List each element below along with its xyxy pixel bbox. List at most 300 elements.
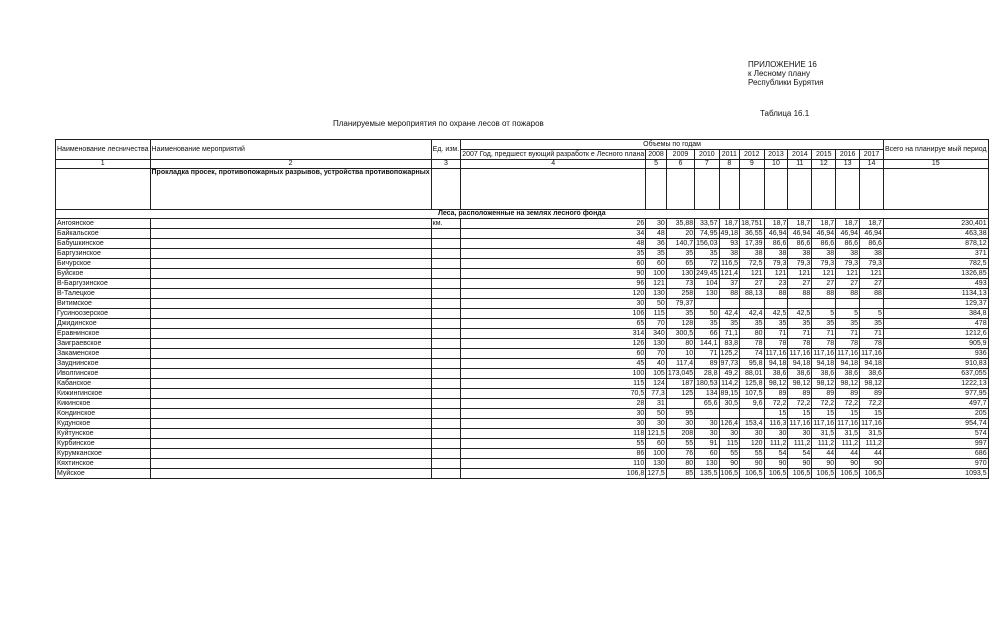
value-cell: 71: [860, 329, 884, 339]
value-cell: 89: [695, 359, 719, 369]
header-total: Всего на планируе мый период: [883, 140, 988, 160]
value-cell: 121: [788, 269, 812, 279]
section-row: [56, 169, 989, 210]
value-cell: 104: [695, 279, 719, 289]
value-cell: 38: [836, 249, 860, 259]
table-row: [56, 429, 989, 439]
value-cell: 94,18: [836, 359, 860, 369]
value-cell: 60: [695, 449, 719, 459]
value-cell: 36,55: [740, 229, 764, 239]
value-cell: [666, 399, 694, 409]
header-unit: Ед. изм.: [431, 140, 461, 160]
value-cell: 70: [646, 349, 667, 359]
subsection-row: [56, 210, 989, 219]
value-cell: 72: [695, 259, 719, 269]
forestry-name: Закаменское: [56, 349, 151, 359]
value-cell: 110: [461, 459, 646, 469]
value-cell: 74: [740, 349, 764, 359]
value-cell: 50: [695, 309, 719, 319]
value-cell: 31,5: [836, 429, 860, 439]
value-cell: 80: [666, 459, 694, 469]
value-cell: 126,4: [720, 419, 739, 427]
value-cell: 88,13: [740, 289, 764, 299]
value-cell: 121: [836, 269, 860, 279]
value-cell: 46,94: [788, 229, 812, 239]
column-number: 3: [431, 160, 461, 169]
header-year-2007: 2007 Год, предшест вующий разработк е Лесного плана: [462, 150, 645, 158]
column-number: 9: [740, 160, 764, 169]
value-cell: 60: [646, 439, 667, 449]
value-cell: 117,16: [813, 349, 835, 357]
value-cell: 117,16: [861, 419, 882, 427]
value-cell: 125,8: [740, 379, 764, 389]
value-cell: 42,5: [764, 309, 788, 319]
value-cell: 66: [695, 329, 719, 339]
value-cell: 31,5: [812, 429, 836, 439]
table-row: [56, 329, 989, 339]
value-cell: 94,18: [788, 359, 812, 369]
value-cell: 121: [740, 269, 764, 279]
value-cell: 208: [666, 429, 694, 439]
value-cell: 76: [666, 449, 694, 459]
value-cell: 130: [646, 459, 667, 469]
value-cell: 30: [719, 429, 740, 439]
forestry-name: Зауднинское: [56, 359, 151, 369]
value-cell: 78: [740, 339, 764, 349]
value-cell: 134: [695, 389, 719, 399]
header-year: 2012: [740, 150, 764, 160]
value-cell: 36: [646, 239, 667, 249]
value-cell: 46,94: [860, 229, 884, 239]
value-cell: 35: [461, 249, 646, 259]
value-cell: 115: [646, 309, 667, 319]
value-cell: 126: [461, 339, 646, 349]
value-cell: 65: [461, 319, 646, 329]
value-cell: 100: [461, 369, 646, 379]
value-cell: 28,8: [695, 369, 719, 379]
value-cell: 117,16: [861, 349, 882, 357]
value-cell: 72,2: [836, 399, 860, 409]
value-cell: 38,6: [812, 369, 836, 379]
value-cell: 60: [461, 259, 646, 269]
table-row: [56, 269, 989, 279]
table-row: [56, 349, 989, 359]
value-cell: 130: [646, 339, 667, 349]
value-cell: 17,39: [740, 239, 764, 249]
value-cell: 1212,6: [883, 329, 988, 339]
header-year: 2009: [666, 150, 694, 160]
value-cell: 88: [788, 289, 812, 299]
value-cell: 35: [788, 319, 812, 329]
value-cell: 340: [646, 329, 667, 339]
value-cell: 121: [646, 279, 667, 289]
value-cell: 30: [740, 429, 764, 439]
column-number: 11: [788, 160, 812, 169]
value-cell: 910,83: [883, 359, 988, 369]
value-cell: 187: [666, 379, 694, 389]
forestry-name: Иволгинское: [56, 369, 151, 379]
table-row: [56, 239, 989, 249]
value-cell: 30: [695, 429, 719, 439]
value-cell: 35: [646, 249, 667, 259]
value-cell: 86,6: [812, 239, 836, 249]
value-cell: 49,2: [719, 369, 740, 379]
value-cell: 90: [836, 459, 860, 469]
value-cell: 205: [883, 409, 988, 419]
value-cell: 72,2: [788, 399, 812, 409]
value-cell: 121,5: [647, 429, 665, 437]
value-cell: 384,8: [883, 309, 988, 319]
table-row: [56, 249, 989, 259]
value-cell: 1134,13: [883, 289, 988, 299]
value-cell: 44: [836, 449, 860, 459]
value-cell: 72,2: [812, 399, 836, 409]
column-number: 6: [666, 160, 694, 169]
forestry-name: Куйтунское: [56, 429, 151, 439]
subsection-title: Леса, расположенные на землях лесного фонда: [56, 210, 989, 219]
value-cell: 30: [788, 429, 812, 439]
value-cell: 156,03: [696, 239, 718, 247]
value-cell: 70,5: [461, 389, 646, 399]
value-cell: 54: [764, 449, 788, 459]
column-number: 4: [461, 160, 646, 169]
value-cell: 38,6: [764, 369, 788, 379]
value-cell: 130: [695, 459, 719, 469]
value-cell: 30: [461, 409, 646, 419]
header-activity: Наименование мероприятий: [150, 140, 431, 160]
value-cell: 35: [695, 249, 719, 259]
value-cell: 98,12: [836, 379, 860, 389]
value-cell: 18,7: [812, 219, 836, 229]
forestry-name: Кяхтинское: [56, 459, 151, 469]
value-cell: 44: [860, 449, 884, 459]
value-cell: 60: [461, 349, 646, 359]
column-number-row: [56, 160, 989, 169]
table-row: [56, 369, 989, 379]
value-cell: [719, 299, 740, 309]
value-cell: 38: [740, 249, 764, 259]
forestry-name: Курумканское: [56, 449, 151, 459]
value-cell: 35: [695, 319, 719, 329]
forestry-name: Буйское: [56, 269, 151, 279]
header-year: 2011: [719, 150, 740, 160]
value-cell: [788, 299, 812, 309]
value-cell: 77,3: [646, 389, 667, 399]
value-cell: [812, 299, 836, 309]
value-cell: 107,5: [740, 389, 764, 399]
forestry-name: Витимское: [56, 299, 151, 309]
forestry-name: Кабанское: [56, 379, 151, 389]
value-cell: 94,18: [812, 359, 836, 369]
value-cell: 117,16: [765, 349, 787, 357]
value-cell: 117,16: [813, 419, 835, 427]
column-number: 14: [860, 160, 884, 169]
appendix-line-2: к Лесному плану: [748, 69, 810, 78]
value-cell: 97,73: [720, 359, 739, 367]
value-cell: 96: [461, 279, 646, 289]
value-cell: 111,2: [836, 439, 860, 449]
value-cell: 116,3: [764, 419, 788, 429]
fire-protection-table: [55, 139, 989, 479]
section-activity: Прокладка просек, противопожарных разрывов, устройства противопожарных: [150, 169, 431, 210]
value-cell: 371: [883, 249, 988, 259]
header-year: 2015: [812, 150, 836, 160]
value-cell: 115: [719, 439, 740, 449]
value-cell: 106,5: [740, 469, 764, 479]
value-cell: 127,5: [647, 469, 665, 477]
value-cell: 71: [764, 329, 788, 339]
value-cell: 71: [788, 329, 812, 339]
value-cell: 27: [812, 279, 836, 289]
value-cell: 120: [461, 289, 646, 299]
value-cell: 18,7: [788, 219, 812, 229]
value-cell: 42,4: [719, 309, 740, 319]
value-cell: 135,5: [695, 469, 719, 479]
value-cell: 89: [860, 389, 884, 399]
value-cell: 78: [860, 339, 884, 349]
value-cell: 30: [695, 419, 719, 429]
column-number: 12: [812, 160, 836, 169]
value-cell: 18,7: [860, 219, 884, 229]
value-cell: 90: [719, 459, 740, 469]
value-cell: 89: [764, 389, 788, 399]
value-cell: 60: [646, 259, 667, 269]
value-cell: 35: [812, 319, 836, 329]
value-cell: 78: [812, 339, 836, 349]
value-cell: 1326,85: [883, 269, 988, 279]
value-cell: 124: [646, 379, 667, 389]
forestry-name: Бичурское: [56, 259, 151, 269]
value-cell: 71: [812, 329, 836, 339]
value-cell: 88,01: [740, 369, 764, 379]
value-cell: 18,7: [764, 219, 788, 229]
value-cell: 140,7: [666, 239, 694, 249]
value-cell: 106,8: [461, 469, 646, 479]
value-cell: 89: [812, 389, 836, 399]
value-cell: 35: [836, 319, 860, 329]
value-cell: 86,6: [860, 239, 884, 249]
value-cell: 86: [461, 449, 646, 459]
value-cell: [740, 409, 764, 419]
value-cell: 45: [461, 359, 646, 369]
table-title: Планируемые мероприятия по охране лесов от пожаров: [333, 119, 544, 128]
value-cell: 121: [764, 269, 788, 279]
value-cell: 90: [812, 459, 836, 469]
value-cell: 98,12: [812, 379, 836, 389]
value-cell: 130: [695, 289, 719, 299]
table-row: [56, 219, 989, 229]
value-cell: 18,7: [836, 219, 860, 229]
value-cell: 106,5: [860, 469, 884, 479]
value-cell: 15: [836, 409, 860, 419]
value-cell: 15: [860, 409, 884, 419]
forestry-name: Курбинское: [56, 439, 151, 449]
value-cell: 30: [646, 419, 667, 429]
value-cell: 74,95: [695, 229, 719, 239]
value-cell: 15: [812, 409, 836, 419]
value-cell: 80: [666, 339, 694, 349]
table-row: [56, 379, 989, 389]
value-cell: 106,5: [720, 469, 739, 477]
value-cell: 35: [666, 309, 694, 319]
forestry-name: Заиграевское: [56, 339, 151, 349]
value-cell: 15: [788, 409, 812, 419]
table-row: [56, 229, 989, 239]
value-cell: 125: [666, 389, 694, 399]
value-cell: 5: [860, 309, 884, 319]
value-cell: 73: [666, 279, 694, 289]
forestry-name: Кижингинское: [56, 389, 151, 399]
value-cell: 38,6: [860, 369, 884, 379]
value-cell: 686: [883, 449, 988, 459]
value-cell: 180,53: [696, 379, 718, 387]
value-cell: 128: [666, 319, 694, 329]
value-cell: 111,2: [860, 439, 884, 449]
value-cell: 86,6: [836, 239, 860, 249]
value-cell: 117,4: [666, 359, 694, 369]
value-cell: 116,5: [719, 259, 740, 269]
value-cell: [719, 409, 740, 419]
value-cell: 78: [764, 339, 788, 349]
value-cell: 1222,13: [883, 379, 988, 389]
table-row: [56, 409, 989, 419]
value-cell: 93: [719, 239, 740, 249]
column-number: 1: [56, 160, 151, 169]
value-cell: 144,1: [695, 339, 719, 349]
value-cell: 79,37: [666, 299, 694, 309]
value-cell: 46,94: [836, 229, 860, 239]
value-cell: 121: [860, 269, 884, 279]
value-cell: 478: [883, 319, 988, 329]
value-cell: 35: [860, 319, 884, 329]
value-cell: 90: [788, 459, 812, 469]
value-cell: 98,12: [860, 379, 884, 389]
value-cell: 91: [695, 439, 719, 449]
header-year: 2017: [860, 150, 884, 160]
header-year: 2014: [788, 150, 812, 160]
value-cell: 100: [646, 449, 667, 459]
value-cell: 80: [740, 329, 764, 339]
value-cell: 977,95: [883, 389, 988, 399]
column-number: 15: [883, 160, 988, 169]
value-cell: 300,5: [666, 329, 694, 339]
value-cell: [836, 299, 860, 309]
value-cell: 230,401: [883, 219, 988, 229]
value-cell: 27: [788, 279, 812, 289]
value-cell: 28: [461, 399, 646, 409]
value-cell: 95: [666, 409, 694, 419]
value-cell: 129,37: [883, 299, 988, 309]
value-cell: 27: [860, 279, 884, 289]
value-cell: 98,12: [764, 379, 788, 389]
value-cell: 1093,5: [883, 469, 988, 479]
value-cell: 117,16: [837, 419, 859, 427]
value-cell: 10: [666, 349, 694, 359]
column-number: 7: [695, 160, 719, 169]
value-cell: 48: [461, 239, 646, 249]
header-year: 2016: [836, 150, 860, 160]
value-cell: 27: [836, 279, 860, 289]
value-cell: 153,4: [740, 419, 764, 429]
value-cell: 106,5: [788, 469, 812, 479]
value-cell: 637,055: [883, 369, 988, 379]
value-cell: 86,6: [788, 239, 812, 249]
value-cell: 89,15: [720, 389, 739, 397]
value-cell: 98,12: [788, 379, 812, 389]
value-cell: 27: [740, 279, 764, 289]
column-number: 5: [646, 160, 667, 169]
value-cell: 90: [764, 459, 788, 469]
value-cell: 20: [666, 229, 694, 239]
value-cell: 88: [836, 289, 860, 299]
value-cell: 173,045: [667, 369, 694, 377]
value-cell: 94,18: [860, 359, 884, 369]
value-cell: 130: [646, 289, 667, 299]
value-cell: 106,5: [812, 469, 836, 479]
value-cell: 38: [812, 249, 836, 259]
value-cell: 30: [461, 299, 646, 309]
value-cell: 106,5: [764, 469, 788, 479]
value-cell: 782,5: [883, 259, 988, 269]
unit-cell: км.: [431, 219, 461, 229]
table-row: [56, 289, 989, 299]
value-cell: 71: [695, 349, 719, 359]
value-cell: 30: [461, 419, 646, 429]
value-cell: 31: [646, 399, 667, 409]
value-cell: 5: [836, 309, 860, 319]
value-cell: 50: [646, 299, 667, 309]
value-cell: 90: [461, 269, 646, 279]
forestry-name: Гусиноозерское: [56, 309, 151, 319]
value-cell: 38,6: [836, 369, 860, 379]
column-number: 2: [150, 160, 431, 169]
value-cell: 38: [788, 249, 812, 259]
value-cell: 86,6: [764, 239, 788, 249]
value-cell: 100: [646, 269, 667, 279]
forestry-name: Бабушкинское: [56, 239, 151, 249]
value-cell: 18,7: [719, 219, 740, 229]
value-cell: 65,6: [695, 399, 719, 409]
table-row: [56, 399, 989, 409]
value-cell: [740, 299, 764, 309]
table-row: [56, 419, 989, 429]
value-cell: 5: [812, 309, 836, 319]
value-cell: 30,5: [719, 399, 740, 409]
value-cell: 249,45: [696, 269, 718, 277]
value-cell: 83,8: [719, 339, 740, 349]
table-number: Таблица 16.1: [760, 109, 810, 118]
value-cell: 72,2: [860, 399, 884, 409]
forestry-name: Баргузинское: [56, 249, 151, 259]
value-cell: 90: [860, 459, 884, 469]
appendix-line-1: ПРИЛОЖЕНИЕ 16: [748, 60, 817, 69]
value-cell: 89: [836, 389, 860, 399]
value-cell: 78: [836, 339, 860, 349]
value-cell: [695, 409, 719, 419]
value-cell: 34: [461, 229, 646, 239]
value-cell: 48: [646, 229, 667, 239]
table-row: [56, 259, 989, 269]
value-cell: 46,94: [764, 229, 788, 239]
table-row: [56, 469, 989, 479]
value-cell: [764, 299, 788, 309]
value-cell: 26: [461, 219, 646, 229]
forestry-name: Еравнинское: [56, 329, 151, 339]
value-cell: 79,3: [764, 259, 788, 269]
value-cell: 121: [812, 269, 836, 279]
value-cell: 115: [461, 379, 646, 389]
table-row: [56, 299, 989, 309]
